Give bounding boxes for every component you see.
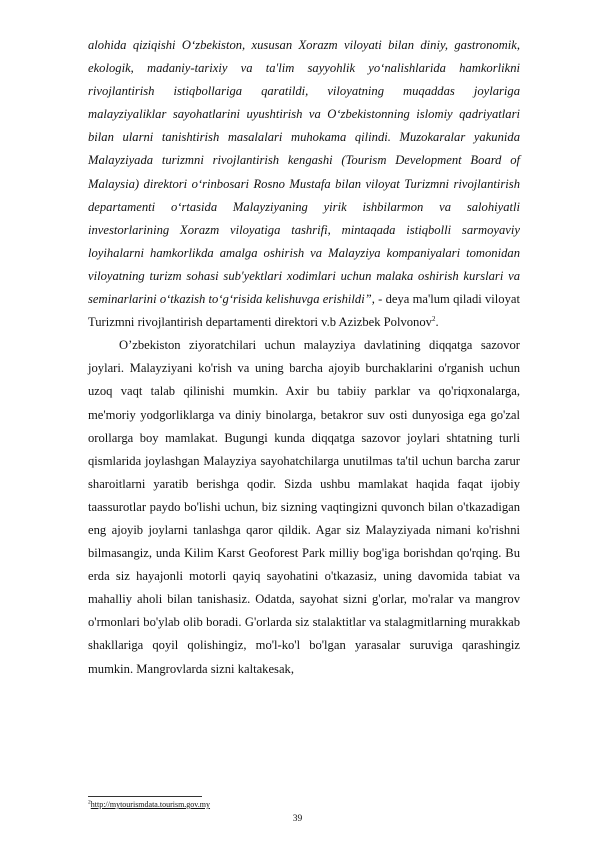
paragraph-quote [88, 34, 520, 334]
quote-text: alohida qiziqishi O‘zbekiston, xususan Xorazm viloyati bilan diniy, gastronomik, ekologik, madaniy-tarixiy va ta'lim sayyohlik yo‘nalishlarida hamkorlikni rivojlantirish istiqbollariga qaratildi, viloyatning muqaddas joylariga malayziyaliklar sayohatlarini uyushtirish va O‘zbekistonning islomiy qadriyatlari bilan ularni tanishtirish masalalari muhokama qilindi. Muzokaralar yakunida Malayziyada turizmni rivojlantirish kengashi (Tourism Development Board of Malaysia) direktori o‘rinbosari Rosno Mustafa bilan viloyat Turizmni rivojlantirish departamenti o‘rtasida Malayziyaning yirik ishbilarmon va salohiyatli investorlarining Xorazm viloyatiga tashrifi, mintaqada istiqbolli sarmoyaviy loyihalarni hamkorlikda amalga oshirish va Malayziya kompaniyalari tomonidan viloyatning turizm sohasi sub'yektlari xodimlari uchun malaka oshirish kurslari va seminarlarini o‘tkazish to‘g‘risida kelishuvga erishildi”, [88, 38, 520, 307]
footnote-divider [88, 796, 202, 797]
paragraph-body: O’zbekiston ziyoratchilari uchun malayziya davlatining diqqatga sazovor joylari. Malayziyani ko'rish va uning barcha ajoyib burchaklarini o'rganish uchun uzoq vaqt talab qilinishi mumkin. Axir bu tabiiy parklar va qo'riqxonalarga, me'moriy yodgorliklarga va diniy binolarga, betakror suv osti dunyosiga ega go'zal orollarga boy mamlakat. Bugungi kunda diqqatga sazovor joylari shtatning turli qismlarida joylashgan Malayziya sayohatchilarga unutilmas ta'til uchun barcha zarur sharoitlarni yaratib berishga qodir. Sizda ushbu mamlakat haqida faqat ijobiy taassurotlar paydo bo'lishi uchun, biz sizning vaqtingizni quvonch bilan o'tkazadigan eng ajoyib joylarni tanlashga qaror qildik. Agar siz Malayziyada nimani ko'rishni bilmasangiz, unda Kilim Karst Geoforest Park milliy bog'iga borishdan qo'rqing. Bu erda siz hayajonli motorli qayiq sayohatini o'tkazasiz, uning davomida tabiat va mahalliy aholi bilan tanishasiz. Odatda, sayohat sizni g'orlar, mo'ralar va mangrov o'rmonlari bo'ylab olib boradi. G'orlarda siz stalaktitlar va stalagmitlarning murakkab shakllariga qoyil qolishingiz, mo'l-ko'l bo'lgan yarasalar suruviga qarashingiz mumkin. Mangrovlarda sizni kaltakesak, [88, 338, 520, 676]
footnote-link[interactable]: http://mytourismdata.tourism.gov.my [90, 800, 211, 809]
footnote-marker: 2 [88, 799, 91, 806]
sentence-end: . [435, 315, 439, 330]
footnote [88, 800, 210, 810]
footnote-reference[interactable]: 2 [431, 314, 436, 323]
page-number: 39 [292, 814, 303, 824]
page-body [88, 34, 520, 681]
attribution-text: - deya ma'lum qiladi viloyat Turizmni rivojlantirish departamenti direktori v.b Azizbek Polvonov [88, 292, 520, 330]
